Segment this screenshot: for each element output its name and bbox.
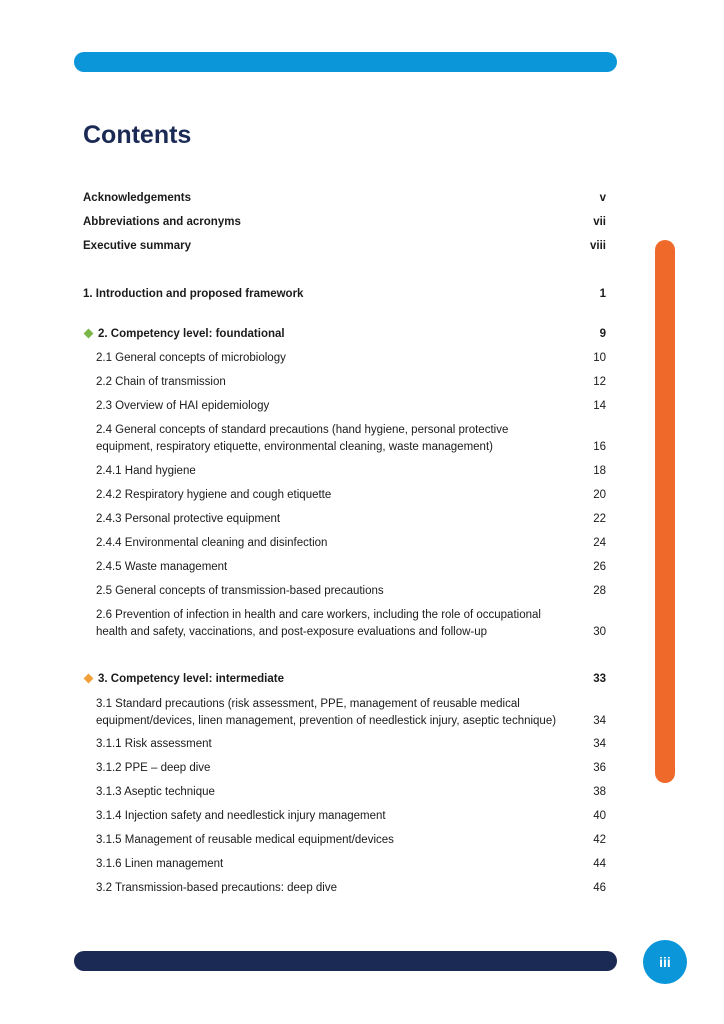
page-number-badge: iii <box>643 940 687 984</box>
toc-entry-2-5[interactable] <box>96 583 606 600</box>
toc-entry-label: 2.3 Overview of HAI epidemiology <box>96 400 270 412</box>
toc-entry-label: 2.4.1 Hand hygiene <box>96 465 196 477</box>
toc-entry-label: 2.4.5 Waste management <box>96 561 228 573</box>
toc-entry-page: viii <box>590 240 606 252</box>
toc-entry-label: 2.4.4 Environmental cleaning and disinfection <box>96 537 328 549</box>
toc-entry-executive-summary[interactable] <box>83 238 606 255</box>
toc-entry-chapter-3[interactable] <box>83 671 606 688</box>
toc-entry-3-1-3[interactable] <box>96 784 606 801</box>
toc-entry-label: 2.4 General concepts of standard precautions (hand hygiene, personal protective equipment, respiratory etiquette, environmental cleaning, waste management) <box>96 424 509 453</box>
orange-diamond-icon <box>84 674 94 684</box>
toc-entry-2-4-5[interactable] <box>96 559 606 576</box>
toc-entry-label: 3.1.6 Linen management <box>96 858 224 870</box>
toc-entry-page: 26 <box>593 561 606 573</box>
toc-entry-label: 3.1.4 Injection safety and needlestick injury management <box>96 810 386 822</box>
toc-entry-page: vii <box>593 216 606 228</box>
side-decorative-bar <box>655 240 675 783</box>
toc-entry-label <box>83 671 606 688</box>
toc-entry-2-3[interactable] <box>96 398 606 415</box>
toc-entry-2-4-1[interactable] <box>96 463 606 480</box>
toc-entry-page: 34 <box>593 715 606 727</box>
toc-entry-3-1-1[interactable] <box>96 736 606 753</box>
toc-entry-page: 42 <box>593 834 606 846</box>
toc-entry-3-1-4[interactable] <box>96 808 606 825</box>
toc-entry-label: 2.5 General concepts of transmission-based precautions <box>96 585 384 597</box>
green-diamond-icon <box>84 329 94 339</box>
top-decorative-bar <box>74 52 617 72</box>
toc-entry-3-1-2[interactable] <box>96 760 606 777</box>
toc-entry-page: 16 <box>593 441 606 453</box>
toc-entry-page: 28 <box>593 585 606 597</box>
page-title: Contents <box>83 121 192 149</box>
toc-entry-3-1[interactable] <box>96 696 606 730</box>
toc-entry-page: 9 <box>599 328 606 340</box>
toc-entry-page: 1 <box>599 288 606 300</box>
toc-entry-chapter-2[interactable] <box>83 326 606 343</box>
toc-entry-label: 3.1.5 Management of reusable medical equipment/devices <box>96 834 394 846</box>
toc-entry-label: 3.1.1 Risk assessment <box>96 738 212 750</box>
toc-entry-label: 2.1 General concepts of microbiology <box>96 352 286 364</box>
toc-entry-2-4-2[interactable] <box>96 487 606 504</box>
toc-entry-3-1-5[interactable] <box>96 832 606 849</box>
toc-entry-2-4-3[interactable] <box>96 511 606 528</box>
toc-entry-2-4-4[interactable] <box>96 535 606 552</box>
toc-entry-page: 20 <box>593 489 606 501</box>
toc-entry-abbreviations[interactable] <box>83 214 606 231</box>
toc-entry-acknowledgements[interactable] <box>83 190 606 207</box>
toc-entry-label: 2.6 Prevention of infection in health and care workers, including the role of occupational health and safety, vaccinations, and post-exposure evaluations and follow-up <box>96 609 541 638</box>
toc-entry-page: 14 <box>593 400 606 412</box>
toc-entry-label: 3.2 Transmission-based precautions: deep dive <box>96 882 338 894</box>
toc-entry-page: 46 <box>593 882 606 894</box>
toc-entry-page: 22 <box>593 513 606 525</box>
toc-entry-page: 33 <box>593 673 606 685</box>
toc-entry-label: Executive summary <box>83 240 192 252</box>
toc-entry-3-1-6[interactable] <box>96 856 606 873</box>
toc-entry-page: 38 <box>593 786 606 798</box>
toc-entry-label: 2.2 Chain of transmission <box>96 376 226 388</box>
toc-entry-page: 34 <box>593 738 606 750</box>
toc-entry-label-text: 3. Competency level: intermediate <box>98 673 284 685</box>
toc-entry-label: Acknowledgements <box>83 192 191 204</box>
toc-entry-2-2[interactable] <box>96 374 606 391</box>
toc-entry-label: 3.1.2 PPE – deep dive <box>96 762 211 774</box>
toc-entry-page: v <box>599 192 606 204</box>
toc-entry-2-4[interactable] <box>96 422 606 456</box>
toc-entry-label-text: 2. Competency level: foundational <box>98 328 285 340</box>
toc-entry-page: 24 <box>593 537 606 549</box>
toc-entry-page: 12 <box>593 376 606 388</box>
toc-entry-label <box>83 326 606 343</box>
toc-entry-page: 10 <box>593 352 606 364</box>
toc-entry-2-1[interactable] <box>96 350 606 367</box>
toc-entry-label: 3.1.3 Aseptic technique <box>96 786 215 798</box>
bottom-decorative-bar <box>74 951 617 971</box>
toc-entry-2-6[interactable] <box>96 607 606 641</box>
toc-entry-page: 44 <box>593 858 606 870</box>
toc-entry-page: 30 <box>593 626 606 638</box>
toc-entry-label: 2.4.3 Personal protective equipment <box>96 513 281 525</box>
toc-entry-page: 40 <box>593 810 606 822</box>
toc-entry-label: 1. Introduction and proposed framework <box>83 288 304 300</box>
toc-entry-page: 36 <box>593 762 606 774</box>
toc-entry-label: 3.1 Standard precautions (risk assessment, PPE, management of reusable medical equipment/devices, linen management, prevention of needlestick injury, aseptic technique) <box>96 698 557 727</box>
toc-entry-3-2[interactable] <box>96 880 606 897</box>
toc-entry-label: 2.4.2 Respiratory hygiene and cough etiquette <box>96 489 332 501</box>
toc-entry-page: 18 <box>593 465 606 477</box>
toc-entry-chapter-1[interactable] <box>83 286 606 303</box>
toc-entry-label: Abbreviations and acronyms <box>83 216 241 228</box>
